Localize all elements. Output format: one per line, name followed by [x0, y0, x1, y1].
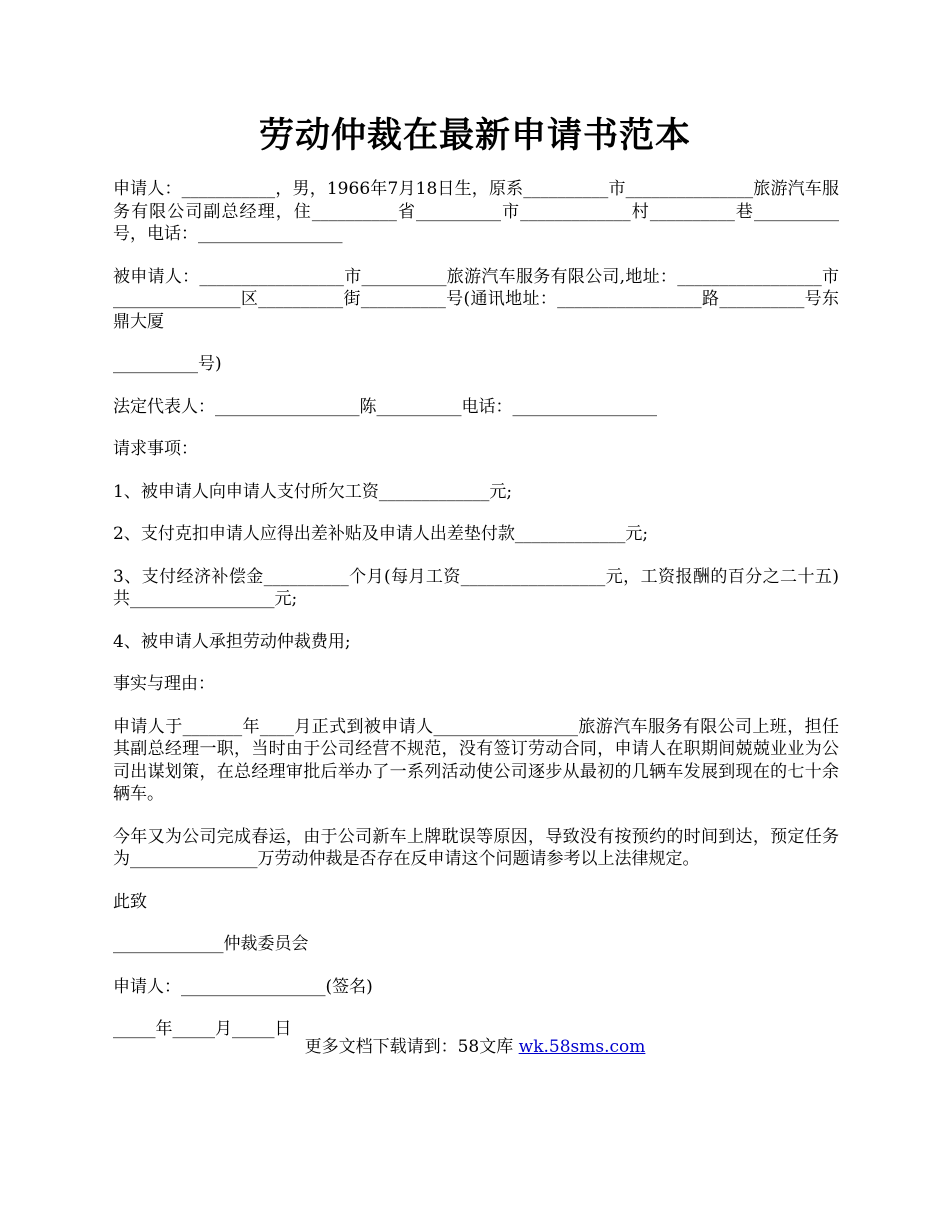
document-body [113, 178, 839, 1061]
claim-item-2: 2、支付克扣申请人应得出差补贴及申请人出差垫付款_____________元; [113, 524, 649, 544]
date-line: _____年_____月_____日 [113, 1019, 292, 1039]
applicant-signature-line: 申请人：_________________(签名) [113, 976, 373, 997]
respondent-address-continuation: __________号) [113, 354, 222, 374]
arbitration-committee-line: _____________仲裁委员会 [113, 934, 309, 954]
claim-item-4: 4、被申请人承担劳动仲裁费用; [113, 631, 351, 652]
legal-representative-paragraph: 法定代表人：_________________陈__________电话：_________________ [113, 396, 657, 417]
respondent-paragraph: 被申请人：_________________市__________旅游汽车服务有限公司,地址：_________________市_______________区__________街__________号(通讯地址：_________________路__________号东鼎大厦 [113, 266, 839, 332]
salutation: 此致 [113, 891, 147, 912]
claim-item-1: 1、被申请人向申请人支付所欠工资_____________元; [113, 481, 513, 502]
claim-item-3: 3、支付经济补偿金__________个月(每月工资_________________元，工资报酬的百分之二十五)共_________________元; [113, 566, 839, 609]
document-title: 劳动仲裁在最新申请书范本 [258, 115, 691, 156]
claims-heading: 请求事项： [113, 439, 198, 459]
applicant-paragraph: 申请人：___________，男，1966年7月18日生，原系__________市_______________旅游汽车服务有限公司副总经理，住__________省__________市_____________村__________巷__________号，电话：_________________ [113, 179, 839, 244]
footer-text: 更多文档下载请到：58文库 [304, 1037, 514, 1057]
footer-link[interactable]: wk.58sms.com [518, 1037, 646, 1057]
facts-paragraph-2: 今年又为公司完成春运，由于公司新车上牌耽误等原因，导致没有按预约的时间到达，预定任务为_______________万劳动仲裁是否存在反申请这个问题请参考以上法律规定。 [113, 826, 839, 869]
footer [0, 1036, 950, 1058]
facts-paragraph-1: 申请人于_______年____月正式到被申请人_________________旅游汽车服务有限公司上班，担任其副总经理一职，当时由于公司经营不规范，没有签订劳动合同，申请人在职期间兢兢业业为公司出谋划策，在总经理审批后举办了一系列活动使公司逐步从最初的几辆车发展到现在的七十余辆车。 [113, 716, 839, 804]
facts-heading: 事实与理由： [113, 674, 215, 694]
